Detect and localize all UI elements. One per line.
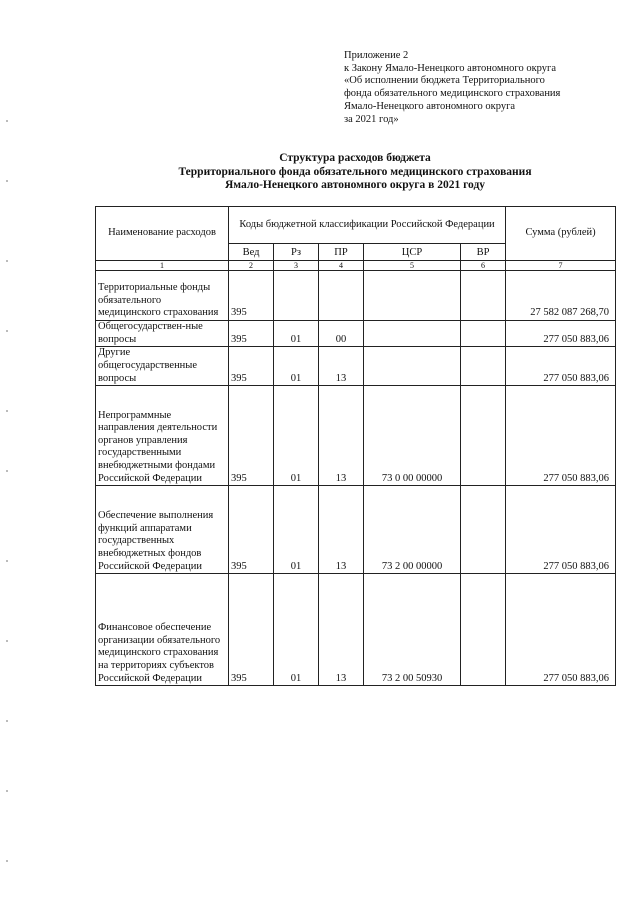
title-line: Структура расходов бюджета	[279, 152, 431, 164]
row-vr	[461, 574, 506, 686]
table-row	[96, 574, 616, 686]
row-name: Территориальные фонды обязательного медицинского страхования	[96, 271, 229, 321]
column-number: 7	[506, 261, 616, 271]
row-csr: 73 2 00 00000	[364, 486, 461, 574]
row-name: Обеспечение выполнения функций аппаратами государственных внебюджетных фондов Российской Федерации	[96, 486, 229, 574]
table-header-row	[96, 207, 616, 244]
row-name: Финансовое обеспечение организации обязательного медицинского страхования на территориях субъектов Российской Федерации	[96, 574, 229, 686]
row-name: Общегосударствен-ные вопросы	[96, 321, 229, 347]
row-pr: 13	[319, 574, 364, 686]
row-pr	[319, 271, 364, 321]
row-name: Другие общегосударственные вопросы	[96, 347, 229, 386]
header-csr: ЦСР	[364, 244, 461, 261]
column-number: 4	[319, 261, 364, 271]
title-line: Ямало-Ненецкого автономного округа в 2021 году	[224, 179, 486, 192]
row-vr	[461, 486, 506, 574]
row-pr: 13	[319, 347, 364, 386]
row-csr: 73 2 00 50930	[364, 574, 461, 686]
row-sum: 277 050 883,06	[506, 386, 616, 486]
column-number: 3	[274, 261, 319, 271]
row-ved: 395	[229, 347, 274, 386]
row-ved: 395	[229, 271, 274, 321]
row-csr: 73 0 00 00000	[364, 386, 461, 486]
row-ved: 395	[229, 486, 274, 574]
appendix-line: Приложение 2	[344, 50, 409, 61]
row-rz: 01	[274, 347, 319, 386]
column-number: 5	[364, 261, 461, 271]
header-sum: Сумма (рублей)	[506, 207, 616, 261]
row-csr	[364, 321, 461, 347]
column-number: 6	[461, 261, 506, 271]
header-pr: ПР	[319, 244, 364, 261]
row-csr	[364, 347, 461, 386]
header-rz: Рз	[274, 244, 319, 261]
appendix-note	[344, 50, 634, 126]
title-line: Территориального фонда обязательного медицинского страхования	[178, 165, 532, 178]
scan-edge-dots	[6, 0, 8, 905]
row-ved: 395	[229, 321, 274, 347]
appendix-line: «Об исполнении бюджета Территориального	[344, 75, 545, 87]
header-vr: ВР	[461, 244, 506, 261]
row-vr	[461, 386, 506, 486]
document-title	[95, 152, 615, 193]
header-ved: Вед	[229, 244, 274, 261]
column-number: 2	[229, 261, 274, 271]
column-number-row	[96, 261, 616, 271]
row-ved: 395	[229, 386, 274, 486]
expense-structure-table	[95, 206, 616, 686]
row-sum: 277 050 883,06	[506, 574, 616, 686]
row-sum: 27 582 087 268,70	[506, 271, 616, 321]
header-name: Наименование расходов	[96, 207, 229, 261]
appendix-line: Ямало-Ненецкого автономного округа	[344, 100, 516, 112]
table-row	[96, 321, 616, 347]
appendix-line: к Закону Ямало-Ненецкого автономного округа	[344, 62, 556, 74]
row-sum: 277 050 883,06	[506, 321, 616, 347]
row-pr: 13	[319, 386, 364, 486]
row-vr	[461, 271, 506, 321]
row-csr	[364, 271, 461, 321]
table-row	[96, 486, 616, 574]
row-name: Непрограммные направления деятельности органов управления государственными внебюджетными фондами Российской Федерации	[96, 386, 229, 486]
row-sum: 277 050 883,06	[506, 486, 616, 574]
row-ved: 395	[229, 574, 274, 686]
row-rz: 01	[274, 486, 319, 574]
row-rz: 01	[274, 321, 319, 347]
row-vr	[461, 321, 506, 347]
row-pr: 13	[319, 486, 364, 574]
column-number: 1	[96, 261, 229, 271]
row-rz	[274, 271, 319, 321]
row-rz: 01	[274, 386, 319, 486]
header-codes: Коды бюджетной классификации Российской Федерации	[229, 207, 506, 244]
table-row	[96, 271, 616, 321]
row-pr: 00	[319, 321, 364, 347]
row-sum: 277 050 883,06	[506, 347, 616, 386]
table-row	[96, 347, 616, 386]
appendix-line: фонда обязательного медицинского страхования	[344, 88, 561, 100]
row-vr	[461, 347, 506, 386]
row-rz: 01	[274, 574, 319, 686]
table-row	[96, 386, 616, 486]
appendix-line: за 2021 год»	[344, 113, 399, 125]
